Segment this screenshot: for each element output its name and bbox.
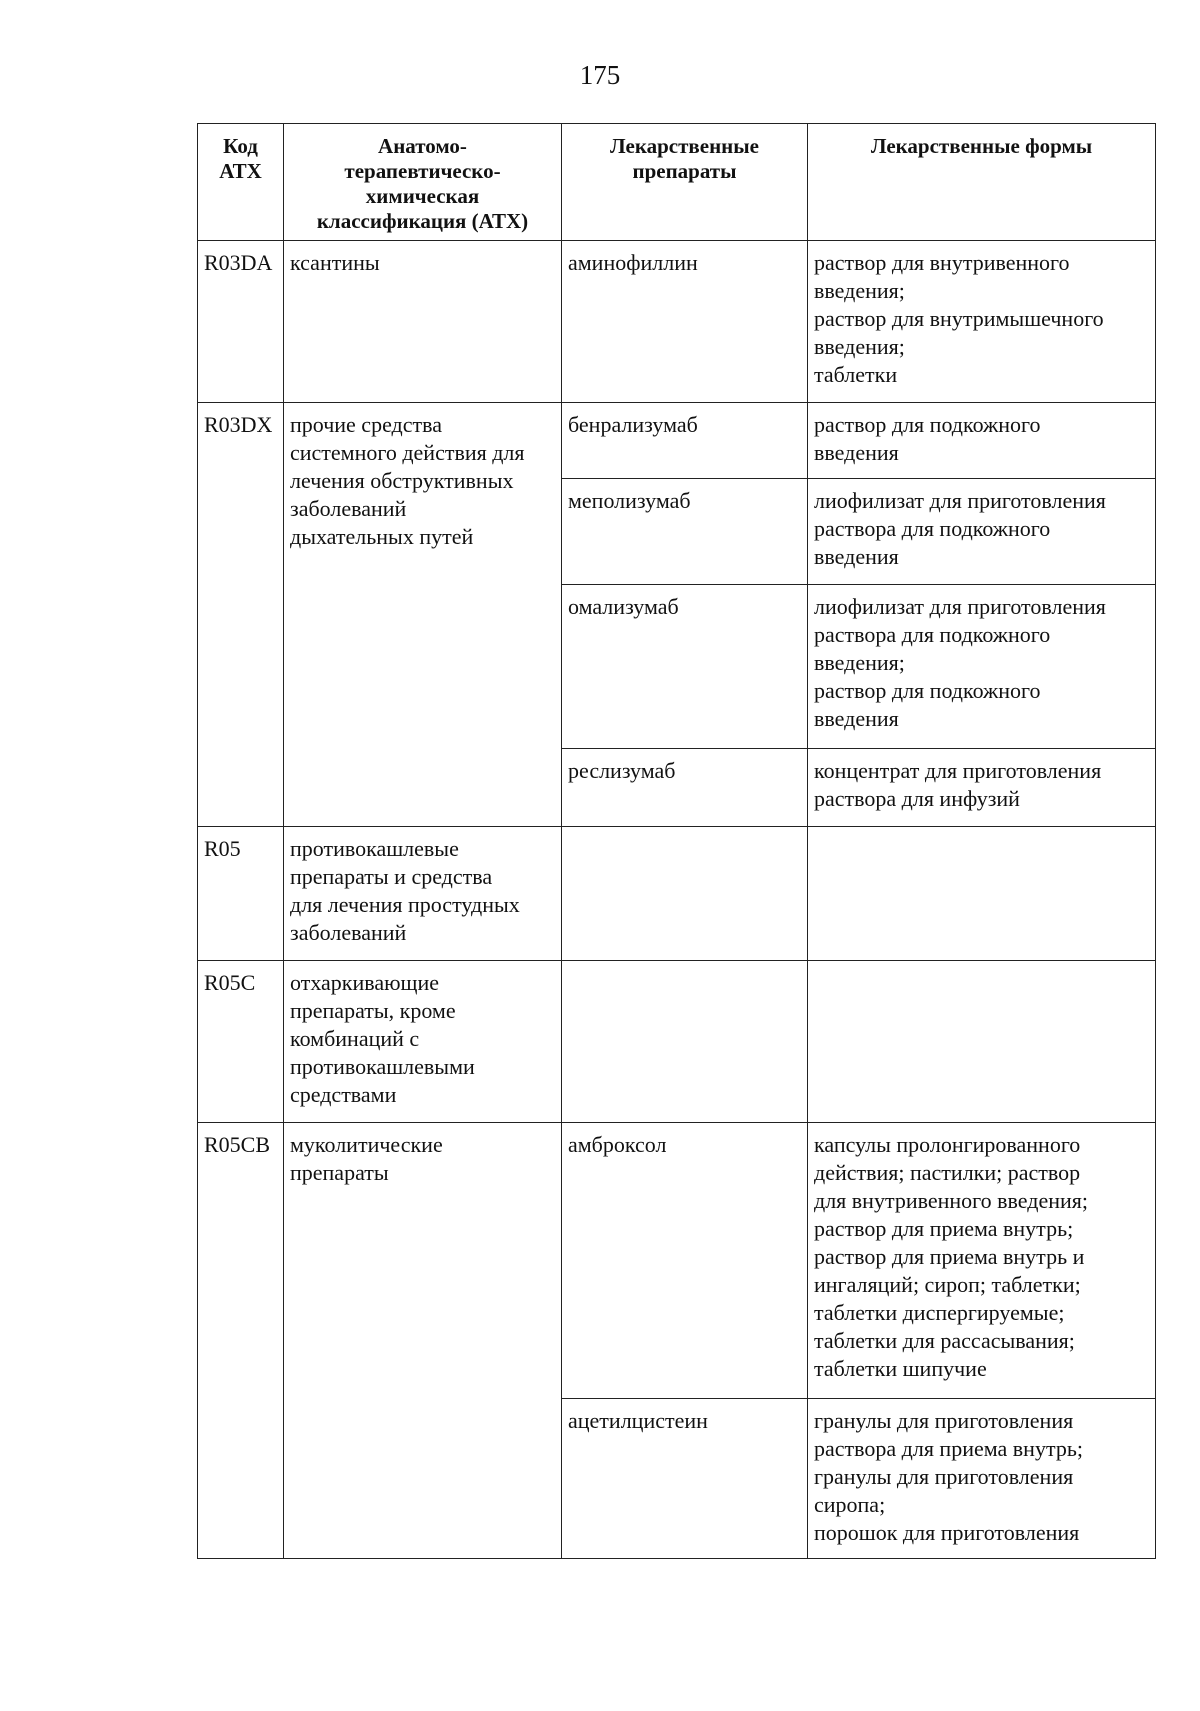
header-forms: Лекарственные формы [808, 124, 1156, 241]
drug-name-cell: меполизумаб [562, 479, 808, 585]
drug-name-cell: омализумаб [562, 585, 808, 749]
atc-code-cell: R03DA [198, 241, 284, 403]
drug-name-cell: амброксол [562, 1123, 808, 1399]
dosage-forms-cell: раствор для подкожного введения [808, 403, 1156, 479]
drug-name-cell: бенрализумаб [562, 403, 808, 479]
dosage-forms-cell: раствор для внутривенного введения; раствор для внутримышечного введения; таблетки [808, 241, 1156, 403]
table-header-row [198, 124, 1156, 241]
classification-cell: ксантины [284, 241, 562, 403]
table-row [198, 961, 1156, 1123]
table-row [198, 403, 1156, 479]
table-row [198, 241, 1156, 403]
dosage-forms-cell [808, 961, 1156, 1123]
dosage-forms-cell: концентрат для приготовления раствора для инфузий [808, 749, 1156, 827]
dosage-forms-cell: капсулы пролонгированного действия; пастилки; раствор для внутривенного введения; раствор для приема внутрь; раствор для приема внутрь и ингаляций; сироп; таблетки; таблетки диспергируемые; таблетки для рассасывания; таблетки шипучие [808, 1123, 1156, 1399]
drug-name-cell [562, 827, 808, 961]
atc-code-cell: R03DX [198, 403, 284, 827]
atc-table [197, 123, 1156, 1559]
header-drugs: Лекарственные препараты [562, 124, 808, 241]
header-classification: Анатомо- терапевтическо- химическая классификация (АТХ) [284, 124, 562, 241]
classification-cell: противокашлевые препараты и средства для лечения простудных заболеваний [284, 827, 562, 961]
drug-name-cell: ацетилцистеин [562, 1399, 808, 1559]
header-code: Код АТХ [198, 124, 284, 241]
table-row [198, 1123, 1156, 1399]
atc-code-cell: R05CB [198, 1123, 284, 1559]
drug-name-cell: реслизумаб [562, 749, 808, 827]
classification-cell: прочие средства системного действия для лечения обструктивных заболеваний дыхательных путей [284, 403, 562, 827]
dosage-forms-cell: лиофилизат для приготовления раствора для подкожного введения; раствор для подкожного введения [808, 585, 1156, 749]
dosage-forms-cell: лиофилизат для приготовления раствора для подкожного введения [808, 479, 1156, 585]
atc-code-cell: R05 [198, 827, 284, 961]
atc-code-cell: R05C [198, 961, 284, 1123]
dosage-forms-cell [808, 827, 1156, 961]
drug-name-cell [562, 961, 808, 1123]
page-number: 175 [579, 60, 621, 90]
classification-cell: муколитические препараты [284, 1123, 562, 1559]
classification-cell: отхаркивающие препараты, кроме комбинаций с противокашлевыми средствами [284, 961, 562, 1123]
dosage-forms-cell: гранулы для приготовления раствора для приема внутрь; гранулы для приготовления сиропа; порошок для приготовления [808, 1399, 1156, 1559]
drug-name-cell: аминофиллин [562, 241, 808, 403]
table-row [198, 827, 1156, 961]
